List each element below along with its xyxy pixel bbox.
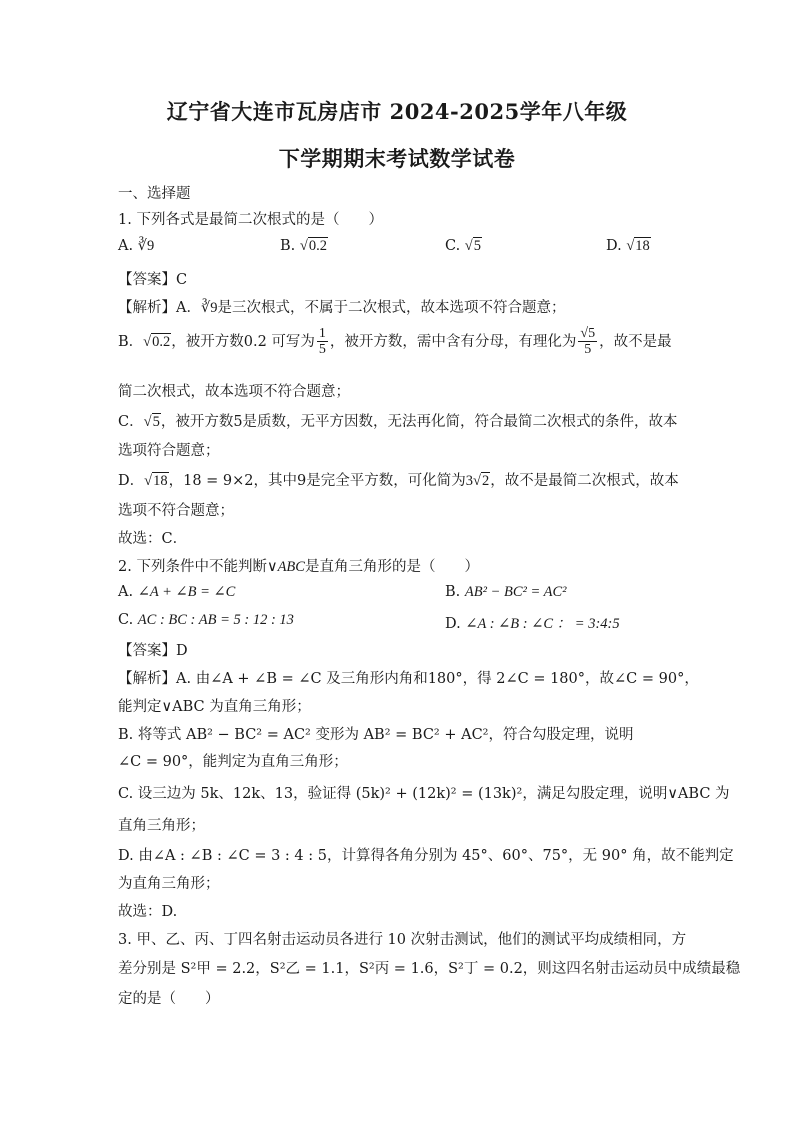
q2-answer: 【答案】D [118,643,188,659]
sqrt-symbol: √0.2 [299,238,327,254]
q2-explanation-b-line1: B. 将等式 AB² − BC² = AC² 变形为 AB² = BC² + AC²，符合勾股定理，说明 [118,727,634,743]
q1-conclusion: 故选：C． [118,531,188,547]
section-heading: 一、选择题 [118,186,191,202]
sqrt-symbol: √5 [464,238,482,254]
q2-explanation-b-line2: ∠C = 90°，能判定为直角三角形； [118,754,348,770]
q2-option-c: C. AC : BC : AB = 5 : 12 : 13 [118,612,294,628]
q3-stem-line1: 3. 甲、乙、丙、丁四名射击运动员各进行 10 次射击测试，他们的测试平均成绩相同，方 [118,932,687,948]
q1-option-c: C. √5 [445,238,482,254]
q3-stem-line2: 差分别是 S²甲 = 2.2，S²乙 = 1.1，S²丙 = 1.6，S²丁 = 0.2，则这四名射击运动员中成绩最稳 [118,961,741,977]
q1-explanation-c: C．√5，被开方数5是质数，无平方因数，无法再化简，符合最简二次根式的条件，故本 [118,414,678,430]
q2-explanation-c-line1: C. 设三边为 5k、12k、13，验证得 (5k)² + (12k)² = (13k)²，满足勾股定理，说明∨ABC 为 [118,786,730,802]
q2-explanation-d-line2: 为直角三角形； [118,876,220,892]
q2-explanation-d-line1: D. 由∠A : ∠B : ∠C = 3 : 4 : 5，计算得各角分别为 45°、60°、75°，无 90° 角，故不能判定 [118,848,734,864]
q2-stem: 2. 下列条件中不能判断∨ABC是直角三角形的是（ ） [118,559,479,575]
q1-stem: 1. 下列各式是最简二次根式的是（ ） [118,212,383,228]
q1-explanation-b-cont: 简二次根式，故本选项不符合题意； [118,384,350,400]
q1-option-a: A. ∛9 [118,238,155,254]
fraction: $\frac{√5}{5}$ [580,326,596,358]
q1-option-b: B. √0.2 [280,238,327,254]
q2-option-d: D. ∠A : ∠B : ∠C ： = 3:4:5 [445,616,620,632]
q2-explanation-a-line1: 【解析】A. 由∠A + ∠B = ∠C 及三角形内角和180°，得 2∠C = 180°，故∠C = 90°， [118,671,699,687]
q1-option-d: D. √18 [606,238,650,254]
q2-option-a: A. ∠A + ∠B = ∠C [118,584,236,600]
q2-explanation-c-line2: 直角三角形； [118,818,205,834]
q1-answer: 【答案】C [118,272,188,288]
q1-explanation-a: 【解析】A．∛9是三次根式，不属于二次根式，故本选项不符合题意； [118,300,566,316]
title-line-2: 下学期期末考试数学试卷 [278,146,516,171]
q2-explanation-a-line2: 能判定∨ABC 为直角三角形； [118,699,311,715]
fraction: $\frac{1}{5}$ [318,326,326,358]
q1-explanation-d: D．√18，18 = 9×2，其中9是完全平方数，可化简为3√2，故不是最简二次根式，故本 [118,473,679,489]
q1-explanation-d-cont: 选项不符合题意； [118,503,234,519]
sqrt-symbol: √18 [626,238,650,254]
q1-explanation-c-cont: 选项符合题意； [118,443,220,459]
q1-explanation-b: B．√0.2，被开方数0.2 可写为 $\frac{1}{5}$ ，被开方数，需中含有分母，有理化为 $\frac{√5}{5}$ ，故不是最 [118,326,672,358]
q3-stem-line3: 定的是（ ） [118,991,220,1007]
q2-conclusion: 故选：D. [118,904,178,920]
q2-option-b: B. AB² − BC² = AC² [445,584,567,600]
title-line-1: 辽宁省大连市瓦房店市 2024-2025学年八年级 [166,99,628,124]
